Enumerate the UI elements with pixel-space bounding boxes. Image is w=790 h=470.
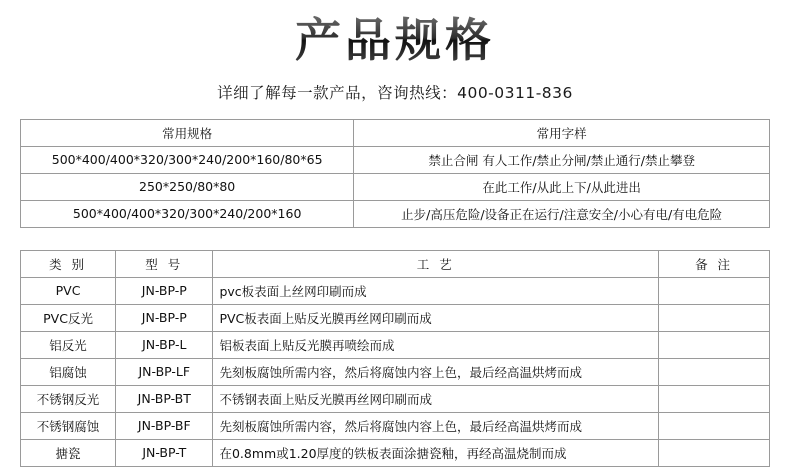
- table-header-row: [21, 250, 770, 277]
- type-model-cell: JN-BP-LF: [116, 358, 213, 385]
- spec-header-text: 常用字样: [354, 119, 770, 146]
- page-title: 产品规格: [295, 13, 495, 67]
- table-row: [21, 304, 770, 331]
- type-model-cell: JN-BP-P: [116, 304, 213, 331]
- spec-header-size: 常用规格: [21, 119, 354, 146]
- type-header-note: 备 注: [659, 250, 770, 277]
- product-type-table: [20, 250, 770, 467]
- type-category-cell: 铝腐蚀: [21, 358, 116, 385]
- type-process-cell: PVC板表面上贴反光膜再丝网印刷而成: [213, 304, 659, 331]
- type-header-category: 类 别: [21, 250, 116, 277]
- spec-size-cell: 500*400/400*320/300*240/200*160: [21, 200, 354, 227]
- common-spec-table: [20, 119, 770, 228]
- type-note-cell: [659, 277, 770, 304]
- table-row: [21, 412, 770, 439]
- type-process-cell: 铝板表面上贴反光膜再喷绘而成: [213, 331, 659, 358]
- type-process-cell: pvc板表面上丝网印刷而成: [213, 277, 659, 304]
- spec-table-block: [20, 119, 770, 228]
- table-row: [21, 439, 770, 466]
- spec-size-cell: 250*250/80*80: [21, 173, 354, 200]
- type-category-cell: 不锈钢反光: [21, 385, 116, 412]
- spec-size-cell: 500*400/400*320/300*240/200*160/80*65: [21, 146, 354, 173]
- type-process-cell: 先刻板腐蚀所需内容，然后将腐蚀内容上色，最后经高温烘烤而成: [213, 412, 659, 439]
- type-process-cell: 不锈钢表面上贴反光膜再丝网印刷而成: [213, 385, 659, 412]
- type-category-cell: 搪瓷: [21, 439, 116, 466]
- type-header-process: 工 艺: [213, 250, 659, 277]
- type-note-cell: [659, 358, 770, 385]
- type-category-cell: 不锈钢腐蚀: [21, 412, 116, 439]
- table-row: [21, 173, 770, 200]
- type-note-cell: [659, 331, 770, 358]
- type-model-cell: JN-BP-BF: [116, 412, 213, 439]
- type-process-cell: 在0.8mm或1.20厚度的铁板表面涂搪瓷釉，再经高温烧制而成: [213, 439, 659, 466]
- spec-text-cell: 止步/高压危险/设备正在运行/注意安全/小心有电/有电危险: [354, 200, 770, 227]
- table-row: [21, 277, 770, 304]
- type-header-model: 型 号: [116, 250, 213, 277]
- type-model-cell: JN-BP-BT: [116, 385, 213, 412]
- type-model-cell: JN-BP-L: [116, 331, 213, 358]
- spec-text-cell: 在此工作/从此上下/从此进出: [354, 173, 770, 200]
- table-row: [21, 385, 770, 412]
- table-row: [21, 146, 770, 173]
- table-header-row: [21, 119, 770, 146]
- type-note-cell: [659, 412, 770, 439]
- type-table-block: [20, 250, 770, 467]
- table-row: [21, 358, 770, 385]
- table-row: [21, 331, 770, 358]
- spec-text-cell: 禁止合闸 有人工作/禁止分闸/禁止通行/禁止攀登: [354, 146, 770, 173]
- type-note-cell: [659, 304, 770, 331]
- page-subtitle: 详细了解每一款产品，咨询热线：400-0311-836: [217, 83, 573, 102]
- type-note-cell: [659, 385, 770, 412]
- type-category-cell: PVC反光: [21, 304, 116, 331]
- type-process-cell: 先刻板腐蚀所需内容，然后将腐蚀内容上色，最后经高温烘烤而成: [213, 358, 659, 385]
- type-model-cell: JN-BP-P: [116, 277, 213, 304]
- type-category-cell: 铝反光: [21, 331, 116, 358]
- type-model-cell: JN-BP-T: [116, 439, 213, 466]
- type-category-cell: PVC: [21, 277, 116, 304]
- type-note-cell: [659, 439, 770, 466]
- table-row: [21, 200, 770, 227]
- title-block: [0, 0, 790, 67]
